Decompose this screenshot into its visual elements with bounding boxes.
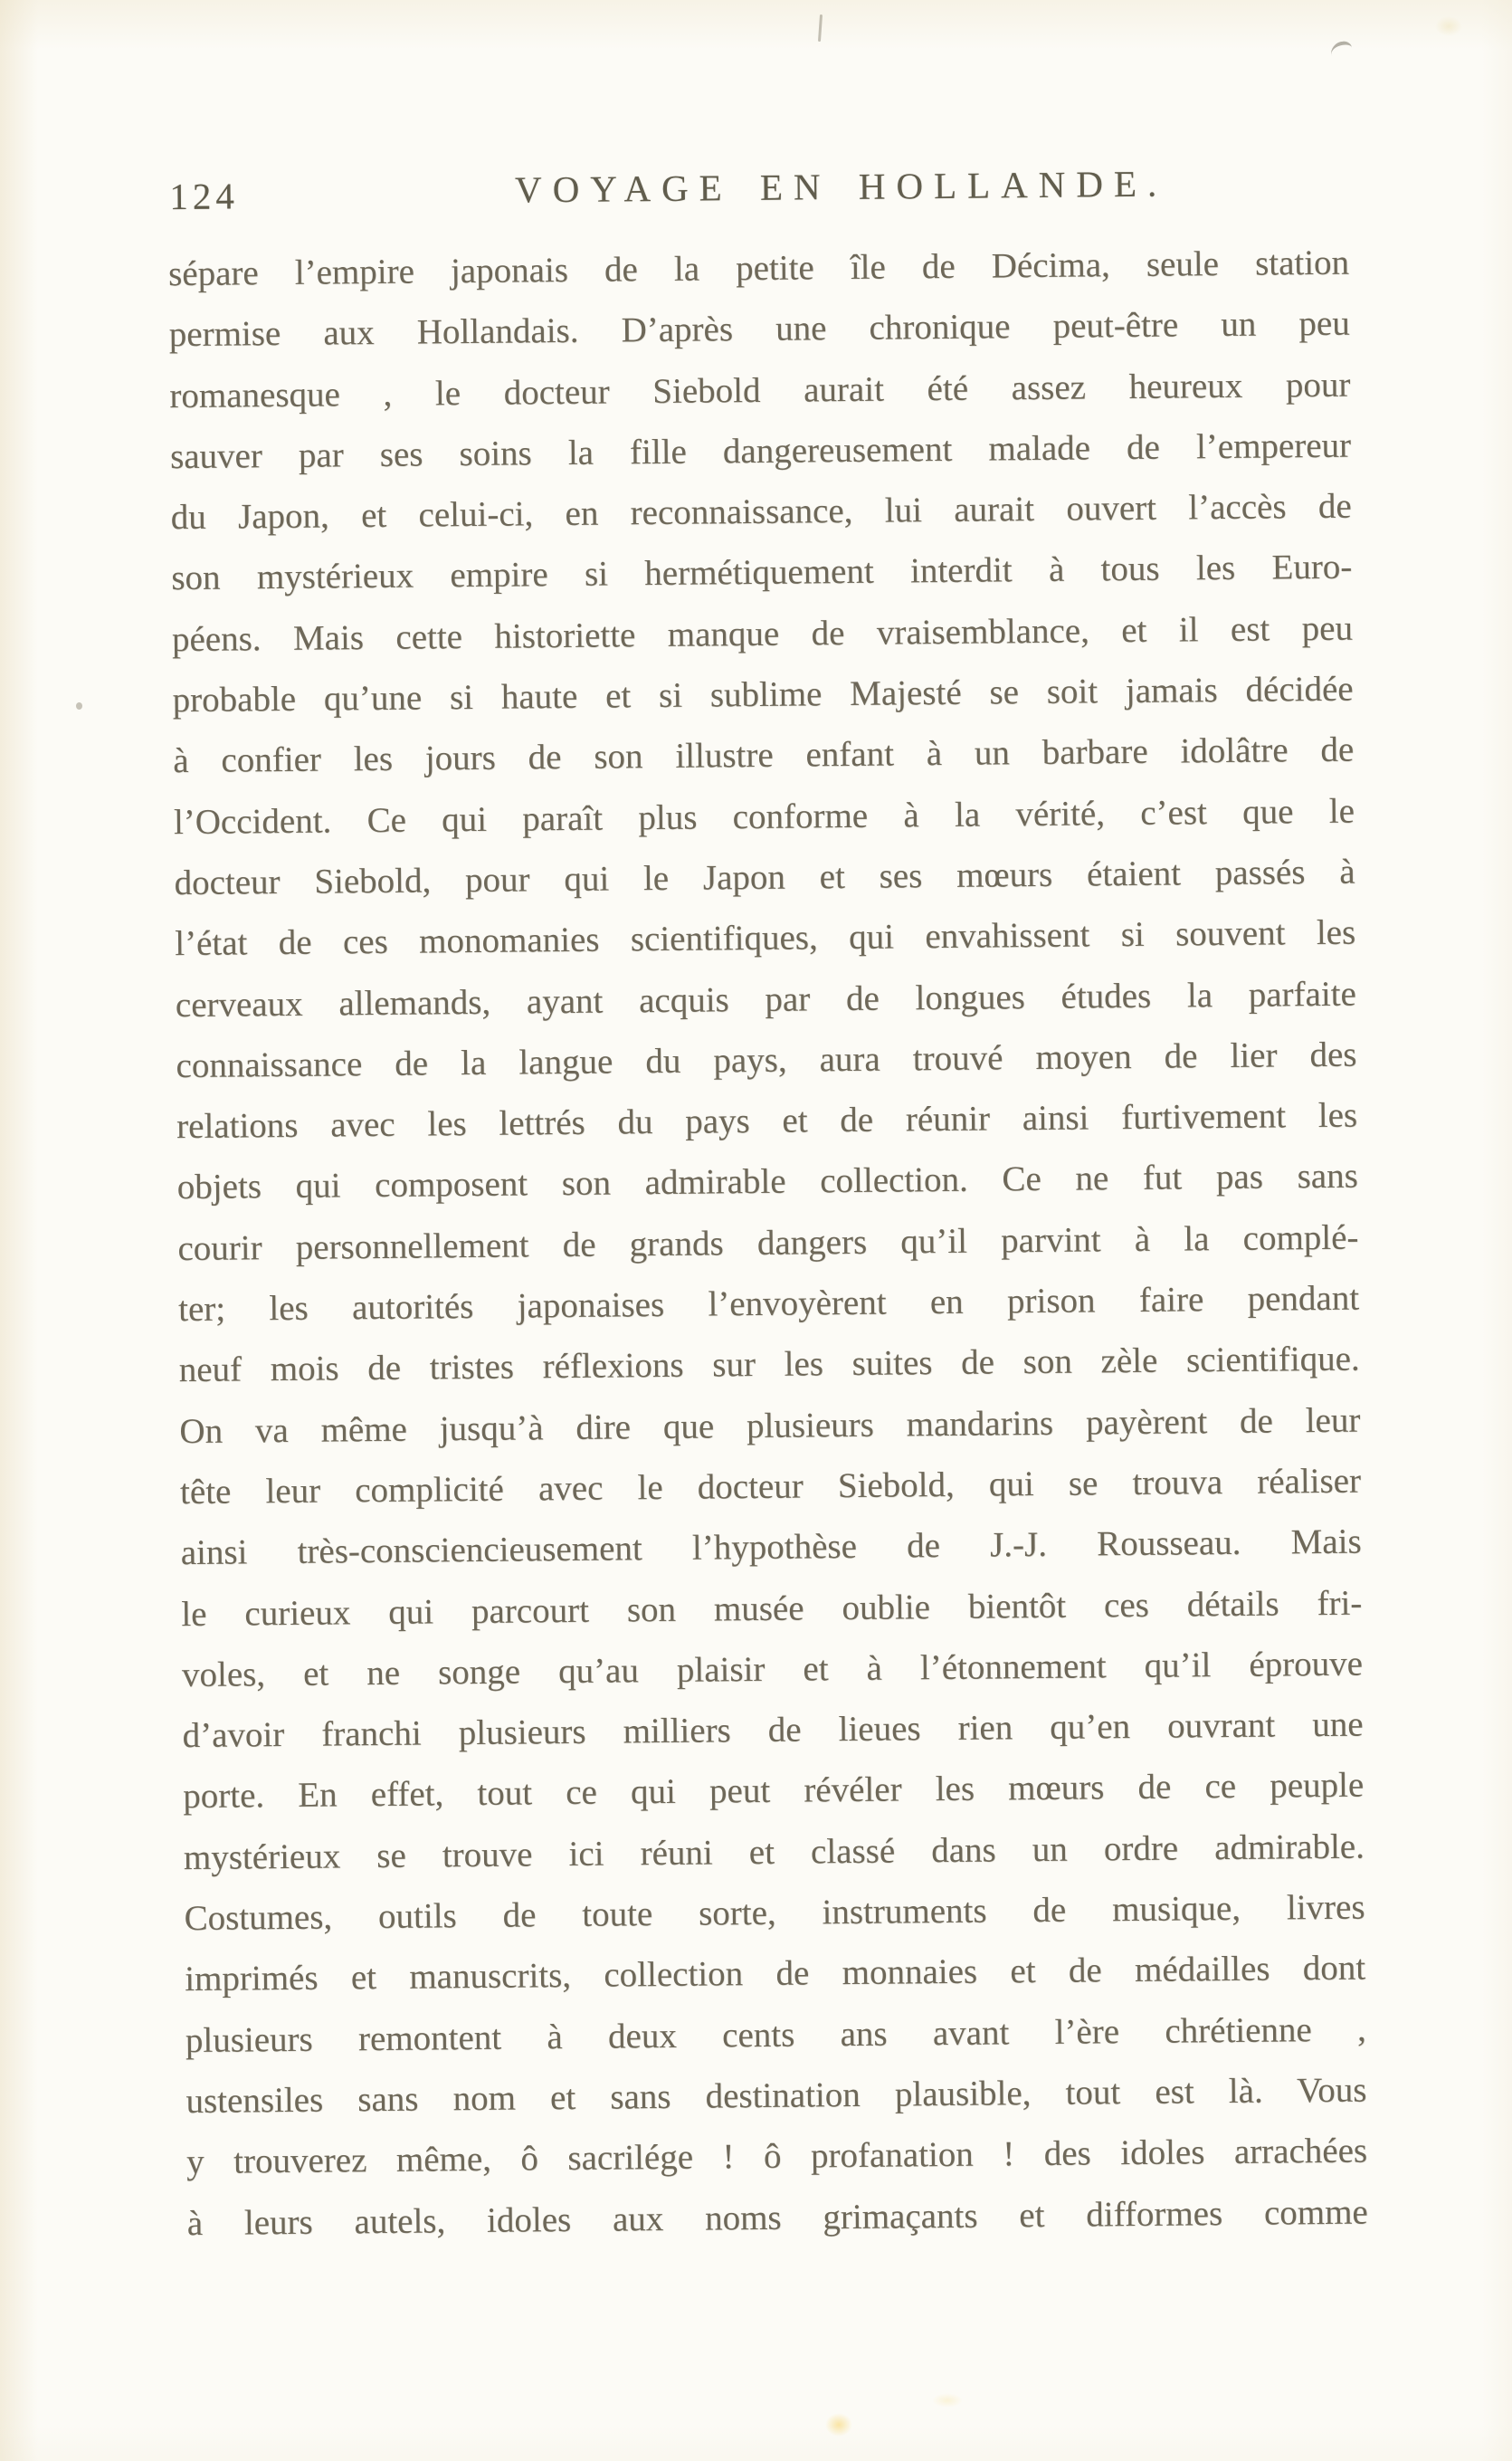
text-line: objets qui composent son admirable collection. Ce ne fut pas sans [176, 1157, 1358, 1207]
text-line: à leurs autels, idoles aux noms grimaçants et difformes comme [186, 2192, 1368, 2243]
text-line: péens. Mais cette historiette manque de vraisemblance, et il est peu [171, 608, 1354, 659]
running-title: VOYAGE EN HOLLANDE. [514, 162, 1168, 211]
text-line: relations avec les lettrés du pays et de réunir ainsi furtivement les [176, 1095, 1358, 1147]
text-line: courir personnellement de grands dangers qu’il parvint à la complé- [177, 1217, 1359, 1268]
text-line: ainsi très-consciencieusement l’hypothèse de J.-J. Rousseau. Mais [180, 1521, 1362, 1573]
text-line: le curieux qui parcourt son musée oublie bientôt ces détails fri- [181, 1583, 1363, 1634]
text-line: d’avoir franchi plusieurs milliers de lieues rien qu’en ouvrant une [182, 1704, 1364, 1756]
text-line: ustensiles sans nom et sans destination plausible, tout est là. Vous [185, 2070, 1367, 2122]
text-line: connaissance de la langue du pays, aura trouvé moyen de lier des [176, 1035, 1357, 1086]
body-text [168, 233, 1368, 2254]
text-line: l’état de ces monomanies scientifiques, qui envahissent si souvent les [175, 912, 1356, 964]
text-line: probable qu’une si haute et si sublime Majesté se soit jamais décidée [172, 669, 1354, 720]
text-line: docteur Siebold, pour qui le Japon et ses mœurs étaient passés à [174, 852, 1355, 903]
text-line: imprimés et manuscrits, collection de monnaies et de médailles dont [185, 1948, 1366, 1999]
text-line: mystérieux se trouve ici réuni et classé dans un ordre admirable. [183, 1827, 1365, 1877]
text-line: tête leur complicité avec le docteur Siebold, qui se trouva réaliser [179, 1461, 1362, 1512]
text-line: permise aux Hollandais. D’après une chronique peut-être un peu [168, 303, 1350, 355]
text-line: ter; les autorités japonaises l’envoyèrent en prison faire pendant [177, 1278, 1360, 1330]
text-line: plusieurs remontent à deux cents ans avant l’ère chrétienne , [185, 2009, 1367, 2060]
text-line: romanesque , le docteur Siebold aurait été assez heureux pour [169, 365, 1351, 415]
text-line: son mystérieux empire si hermétiquement interdit à tous les Euro- [171, 548, 1353, 598]
text-line: à confier les jours de son illustre enfant à un barbare idolâtre de [173, 730, 1355, 781]
text-line: sépare l’empire japonais de la petite île de Décima, seule station [167, 243, 1350, 294]
text-line: On va même jusqu’à dire que plusieurs mandarins payèrent de leur [179, 1400, 1361, 1451]
text-line: neuf mois de tristes réflexions sur les suites de son zèle scientifique. [178, 1339, 1360, 1390]
text-line: l’Occident. Ce qui paraît plus conforme à la vérité, c’est que le [173, 791, 1355, 842]
text-line: Costumes, outils de toute sorte, instruments de musique, livres [184, 1887, 1365, 1939]
text-line: y trouverez même, ô sacrilége ! ô profanation ! des idoles arrachées [185, 2131, 1368, 2182]
page-header [167, 160, 1348, 221]
text-line: cerveaux allemands, ayant acquis par de longues études la parfaite [175, 974, 1357, 1025]
page-number: 124 [169, 175, 240, 218]
text-line: du Japon, et celui-ci, en reconnaissance, lui aurait ouvert l’accès de [170, 486, 1352, 538]
text-line: sauver par ses soins la fille dangereusement malade de l’empereur [169, 425, 1352, 477]
text-line: voles, et ne songe qu’au plaisir et à l’étonnement qu’il éprouve [181, 1644, 1364, 1694]
text-line: porte. En effet, tout ce qui peut révéler les mœurs de ce peuple [183, 1766, 1365, 1817]
